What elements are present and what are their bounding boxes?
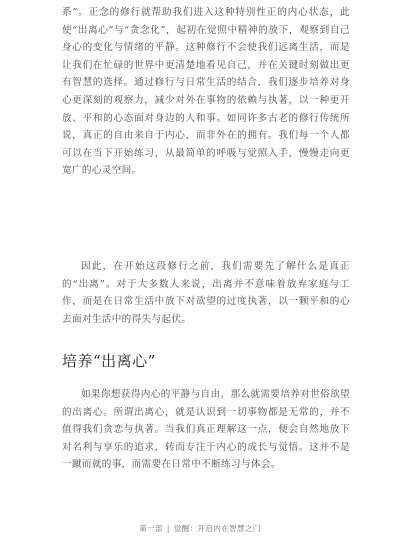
footer-separator: | xyxy=(166,524,170,533)
footer-book-title: 觉醒：开启内在智慧之门 xyxy=(173,524,261,533)
body-paragraph: 因此，在开始这段修行之前，我们需要先了解什么是真正的“出离”。对于大多数人来说，出离并不意味着放弃家庭与工作，而是在日常生活中放下对欲望的过度执著，以一颗平和的心去面对生活中的得失与起伏。 xyxy=(62,261,350,325)
body-paragraph: 系”。正念的修行就帮助我们进入这种特别性正的内心状态，此使“出离心”与“贪念化”，起初在觉照中精神的放下，观察到自己身心的变化与情绪的平静。这种修行不会使我们远离生活，而是让我们在忙碌的世界中更清楚地看见自己，并在关键时刻做出更有智慧的选择。通过修行与日常生活的结合，我们逐步培养对身心更深刻的观察力，减少对外在事物的依赖与执著，以一种更开放、平和的心态面对身边的人和事。如同许多古老的修行传统所说，真正的自由来自于内心，而非外在的拥有。我们每一个人都可以在当下开始练习，从最简单的呼吸与觉照入手，慢慢走向更宽广的心灵空间。 xyxy=(62,7,350,177)
page-footer xyxy=(0,523,400,534)
footer-part-label: 第一部 xyxy=(139,524,163,533)
body-paragraph: 如果你想获得内心的平静与自由，那么就需要培养对世俗欲望的出离心。所谓出离心，就是认识到一切事物都是无常的，并不值得我们贪恋与执著。当我们真正理解这一点，便会自然地放下对名利与享乐的追求，转而专注于内心的成长与觉悟。这并不是一蹴而就的事，而需要在日常中不断练习与体会。 xyxy=(62,389,350,471)
section-heading: 培养“出离心” xyxy=(62,352,156,370)
